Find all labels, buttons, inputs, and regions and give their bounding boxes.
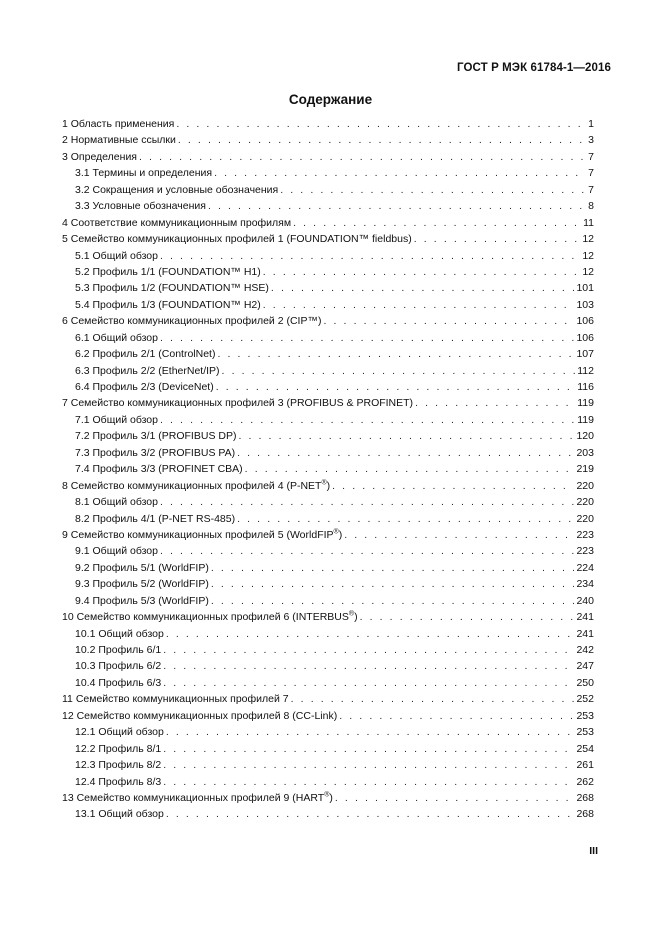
dot-leader — [163, 743, 574, 755]
toc-entry[interactable] — [62, 315, 594, 331]
registered-mark: ® — [348, 610, 355, 618]
toc-entry-page: 7 — [588, 183, 594, 196]
dot-leader — [339, 710, 574, 722]
dot-leader — [245, 463, 575, 475]
toc-entry-page: 223 — [576, 528, 594, 541]
toc-entry[interactable] — [62, 184, 594, 200]
toc-entry-page: 268 — [576, 791, 594, 804]
dot-leader — [237, 447, 574, 459]
dot-leader — [414, 233, 581, 245]
toc-entry[interactable] — [62, 118, 594, 134]
toc-entry-title: 10 Семейство коммуникационных профилей 6 (INTERBUS®) — [62, 610, 358, 624]
toc-entry[interactable] — [62, 595, 594, 611]
dot-leader — [263, 299, 575, 311]
dot-leader — [217, 348, 574, 360]
dot-leader — [160, 414, 575, 426]
toc-entry-title: 10.4 Профиль 6/3 — [75, 676, 162, 689]
dot-leader — [160, 332, 574, 344]
toc-entry-title: 8 Семейство коммуникационных профилей 4 (P-NET®) — [62, 479, 331, 492]
dot-leader — [176, 118, 586, 130]
toc-entry-page: 119 — [577, 397, 594, 410]
toc-entry[interactable] — [62, 430, 594, 446]
dot-leader — [344, 529, 574, 541]
toc-entry[interactable] — [62, 808, 594, 824]
toc-entry-title: 3.1 Термины и определения — [75, 167, 213, 180]
toc-entry-page: 11 — [583, 216, 594, 229]
dot-leader — [323, 315, 574, 327]
dot-leader — [271, 282, 575, 294]
toc-entry-page: 12 — [582, 265, 594, 278]
toc-entry[interactable] — [62, 397, 594, 413]
dot-leader — [332, 480, 574, 492]
dot-leader — [415, 397, 575, 409]
dot-leader — [211, 595, 575, 607]
dot-leader — [360, 611, 575, 623]
toc-entry-page: 250 — [576, 676, 594, 689]
dot-leader — [163, 776, 574, 788]
table-of-contents — [62, 118, 594, 825]
dot-leader — [211, 578, 575, 590]
dot-leader — [222, 365, 576, 377]
toc-entry[interactable] — [62, 414, 594, 430]
toc-entry-title: 2 Нормативные ссылки — [62, 134, 176, 147]
dot-leader — [163, 644, 574, 656]
toc-entry-page: 1 — [588, 118, 594, 130]
dot-leader — [237, 513, 574, 525]
dot-leader — [163, 660, 574, 672]
registered-mark: ® — [324, 791, 330, 799]
toc-entry-page: 7 — [588, 167, 594, 180]
toc-entry-title: 7.3 Профиль 3/2 (PROFIBUS PA) — [75, 446, 236, 459]
page-number: III — [589, 845, 598, 857]
dot-leader — [216, 381, 576, 393]
toc-entry[interactable] — [62, 217, 594, 233]
toc-entry-title: 10.3 Профиль 6/2 — [75, 660, 162, 673]
toc-entry[interactable] — [62, 266, 594, 282]
toc-entry-page: 116 — [577, 381, 594, 393]
dot-leader — [163, 759, 574, 771]
toc-entry[interactable] — [62, 381, 594, 397]
toc-entry[interactable] — [62, 562, 594, 578]
toc-entry[interactable] — [62, 463, 594, 479]
toc-entry-page: 242 — [576, 644, 594, 656]
toc-entry-title: 5 Семейство коммуникационных профилей 1 (FOUNDATION™ fieldbus) — [62, 233, 412, 246]
toc-entry[interactable] — [62, 578, 594, 594]
toc-entry-title: 12.1 Общий обзор — [75, 726, 164, 739]
dot-leader — [238, 430, 574, 442]
toc-entry[interactable] — [62, 496, 594, 512]
toc-entry-page: 120 — [576, 430, 594, 443]
toc-entry-title: 9.1 Общий обзор — [75, 545, 158, 558]
dot-leader — [163, 677, 574, 689]
toc-entry-page: 203 — [576, 446, 594, 459]
toc-entry-title: 5.4 Профиль 1/3 (FOUNDATION™ H2) — [75, 298, 261, 311]
toc-entry-page: 268 — [576, 808, 594, 821]
toc-entry[interactable] — [62, 332, 594, 348]
toc-entry-title: 6.3 Профиль 2/2 (EtherNet/IP) — [75, 364, 220, 377]
toc-entry[interactable] — [62, 348, 594, 364]
toc-entry[interactable] — [62, 644, 594, 660]
toc-entry-title: 6.4 Профиль 2/3 (DeviceNet) — [75, 381, 214, 393]
toc-entry-title: 9.3 Профиль 5/2 (WorldFIP) — [75, 578, 209, 591]
toc-entry-title: 8.2 Профиль 4/1 (P-NET RS-485) — [75, 512, 236, 525]
toc-entry-title: 5.1 Общий обзор — [75, 249, 158, 262]
dot-leader — [263, 266, 581, 278]
toc-entry[interactable] — [62, 233, 594, 249]
toc-entry-title: 7 Семейство коммуникационных профилей 3 (PROFIBUS & PROFINET) — [62, 397, 414, 410]
toc-entry[interactable] — [62, 628, 594, 644]
toc-entry-title: 10.1 Общий обзор — [75, 627, 164, 640]
toc-entry-page: 112 — [577, 364, 594, 377]
toc-entry-page: 220 — [576, 479, 594, 492]
toc-entry-title: 3.2 Сокращения и условные обозначения — [75, 183, 279, 196]
toc-entry-title: 1 Область применения — [62, 118, 175, 130]
dot-leader — [160, 250, 580, 262]
toc-entry[interactable] — [62, 710, 594, 726]
toc-entry[interactable] — [62, 151, 594, 167]
toc-entry[interactable] — [62, 611, 594, 627]
toc-entry-title: 8.1 Общий обзор — [75, 496, 158, 509]
toc-entry-page: 106 — [576, 315, 594, 328]
toc-entry[interactable] — [62, 480, 594, 496]
toc-entry-title: 5.3 Профиль 1/2 (FOUNDATION™ HSE) — [75, 282, 269, 295]
toc-entry-page: 223 — [576, 545, 594, 558]
toc-entry[interactable] — [62, 726, 594, 742]
toc-entry[interactable] — [62, 743, 594, 759]
toc-entry[interactable] — [62, 134, 594, 150]
toc-entry-title: 5.2 Профиль 1/1 (FOUNDATION™ H1) — [75, 265, 261, 278]
toc-entry-page: 8 — [588, 200, 594, 213]
toc-entry-title: 9.4 Профиль 5/3 (WorldFIP) — [75, 594, 209, 607]
toc-entry-page: 220 — [576, 496, 594, 509]
toc-entry-title: 12.3 Профиль 8/2 — [75, 759, 162, 772]
dot-leader — [166, 628, 575, 640]
toc-entry-page: 241 — [576, 611, 594, 624]
dot-leader — [293, 217, 581, 229]
toc-entry-page: 103 — [576, 298, 594, 311]
toc-entry-page: 12 — [582, 233, 594, 246]
registered-mark: ® — [321, 479, 327, 487]
toc-entry-page: 12 — [582, 249, 594, 262]
toc-entry[interactable] — [62, 529, 594, 545]
toc-entry[interactable] — [62, 299, 594, 315]
toc-entry[interactable] — [62, 660, 594, 676]
toc-entry[interactable] — [62, 759, 594, 775]
toc-entry-page: 7 — [588, 150, 594, 163]
toc-entry-title: 6.2 Профиль 2/1 (ControlNet) — [75, 348, 216, 361]
toc-entry[interactable] — [62, 200, 594, 216]
toc-entry-title: 7.1 Общий обзор — [75, 413, 158, 426]
toc-entry-page: 234 — [576, 578, 594, 591]
toc-entry[interactable] — [62, 513, 594, 529]
toc-entry[interactable] — [62, 447, 594, 463]
toc-entry-page: 106 — [576, 331, 594, 344]
toc-entry[interactable] — [62, 545, 594, 561]
toc-entry-page: 220 — [576, 512, 594, 525]
toc-entry-page: 219 — [576, 463, 594, 476]
toc-entry-title: 10.2 Профиль 6/1 — [75, 644, 162, 656]
toc-entry-title: 12.4 Профиль 8/3 — [75, 775, 162, 788]
dot-leader — [160, 496, 574, 508]
dot-leader — [291, 693, 575, 705]
toc-entry-page: 240 — [576, 594, 594, 607]
dot-leader — [280, 184, 586, 196]
toc-entry-page: 119 — [577, 413, 594, 426]
toc-entry-title: 13.1 Общий обзор — [75, 808, 164, 821]
toc-entry-title: 12 Семейство коммуникационных профилей 8 (CC-Link) — [62, 709, 338, 722]
toc-entry-page: 247 — [576, 660, 594, 673]
toc-entry-page: 262 — [576, 775, 594, 788]
toc-entry[interactable] — [62, 167, 594, 183]
toc-entry-page: 101 — [576, 282, 594, 295]
page-title: Содержание — [288, 92, 373, 107]
toc-entry-page: 3 — [588, 134, 594, 147]
toc-entry[interactable] — [62, 792, 594, 808]
dot-leader — [335, 792, 575, 804]
dot-leader — [211, 562, 575, 574]
toc-entry-title: 9 Семейство коммуникационных профилей 5 (WorldFIP®) — [62, 528, 343, 541]
toc-entry-title: 9.2 Профиль 5/1 (WorldFIP) — [75, 561, 209, 574]
toc-entry-page: 254 — [576, 742, 594, 755]
toc-entry-page: 253 — [576, 709, 594, 722]
toc-entry-page: 107 — [576, 348, 594, 361]
toc-entry-page: 253 — [576, 726, 594, 739]
toc-entry-title: 3 Определения — [62, 150, 137, 163]
dot-leader — [166, 808, 575, 820]
toc-entry[interactable] — [62, 250, 594, 266]
toc-entry-title: 11 Семейство коммуникационных профилей 7 — [62, 693, 289, 706]
toc-entry-page: 261 — [576, 759, 594, 772]
toc-entry-title: 13 Семейство коммуникационных профилей 9 (HART®) — [62, 791, 333, 804]
toc-entry-page: 241 — [576, 627, 594, 640]
toc-entry[interactable] — [62, 776, 594, 792]
toc-entry-title: 3.3 Условные обозначения — [75, 200, 206, 213]
toc-entry-title: 6.1 Общий обзор — [75, 331, 158, 344]
document-id: ГОСТ Р МЭК 61784-1—2016 — [457, 62, 611, 74]
toc-entry-title: 7.4 Профиль 3/3 (PROFINET CBA) — [75, 463, 243, 476]
toc-entry-title: 4 Соответствие коммуникационным профилям — [62, 216, 292, 229]
registered-mark: ® — [333, 528, 339, 536]
dot-leader — [166, 726, 575, 738]
toc-entry-page: 224 — [576, 561, 594, 574]
toc-entry-title: 12.2 Профиль 8/1 — [75, 742, 162, 755]
toc-entry-page: 252 — [576, 693, 594, 706]
dot-leader — [208, 200, 586, 212]
dot-leader — [178, 134, 586, 146]
toc-entry-title: 6 Семейство коммуникационных профилей 2 (CIP™) — [62, 315, 322, 328]
toc-entry[interactable] — [62, 693, 594, 709]
dot-leader — [160, 545, 574, 557]
toc-entry[interactable] — [62, 677, 594, 693]
toc-entry[interactable] — [62, 365, 594, 381]
toc-entry[interactable] — [62, 282, 594, 298]
toc-entry-title: 7.2 Профиль 3/1 (PROFIBUS DP) — [75, 430, 237, 443]
dot-leader — [139, 151, 586, 163]
dot-leader — [214, 167, 586, 179]
